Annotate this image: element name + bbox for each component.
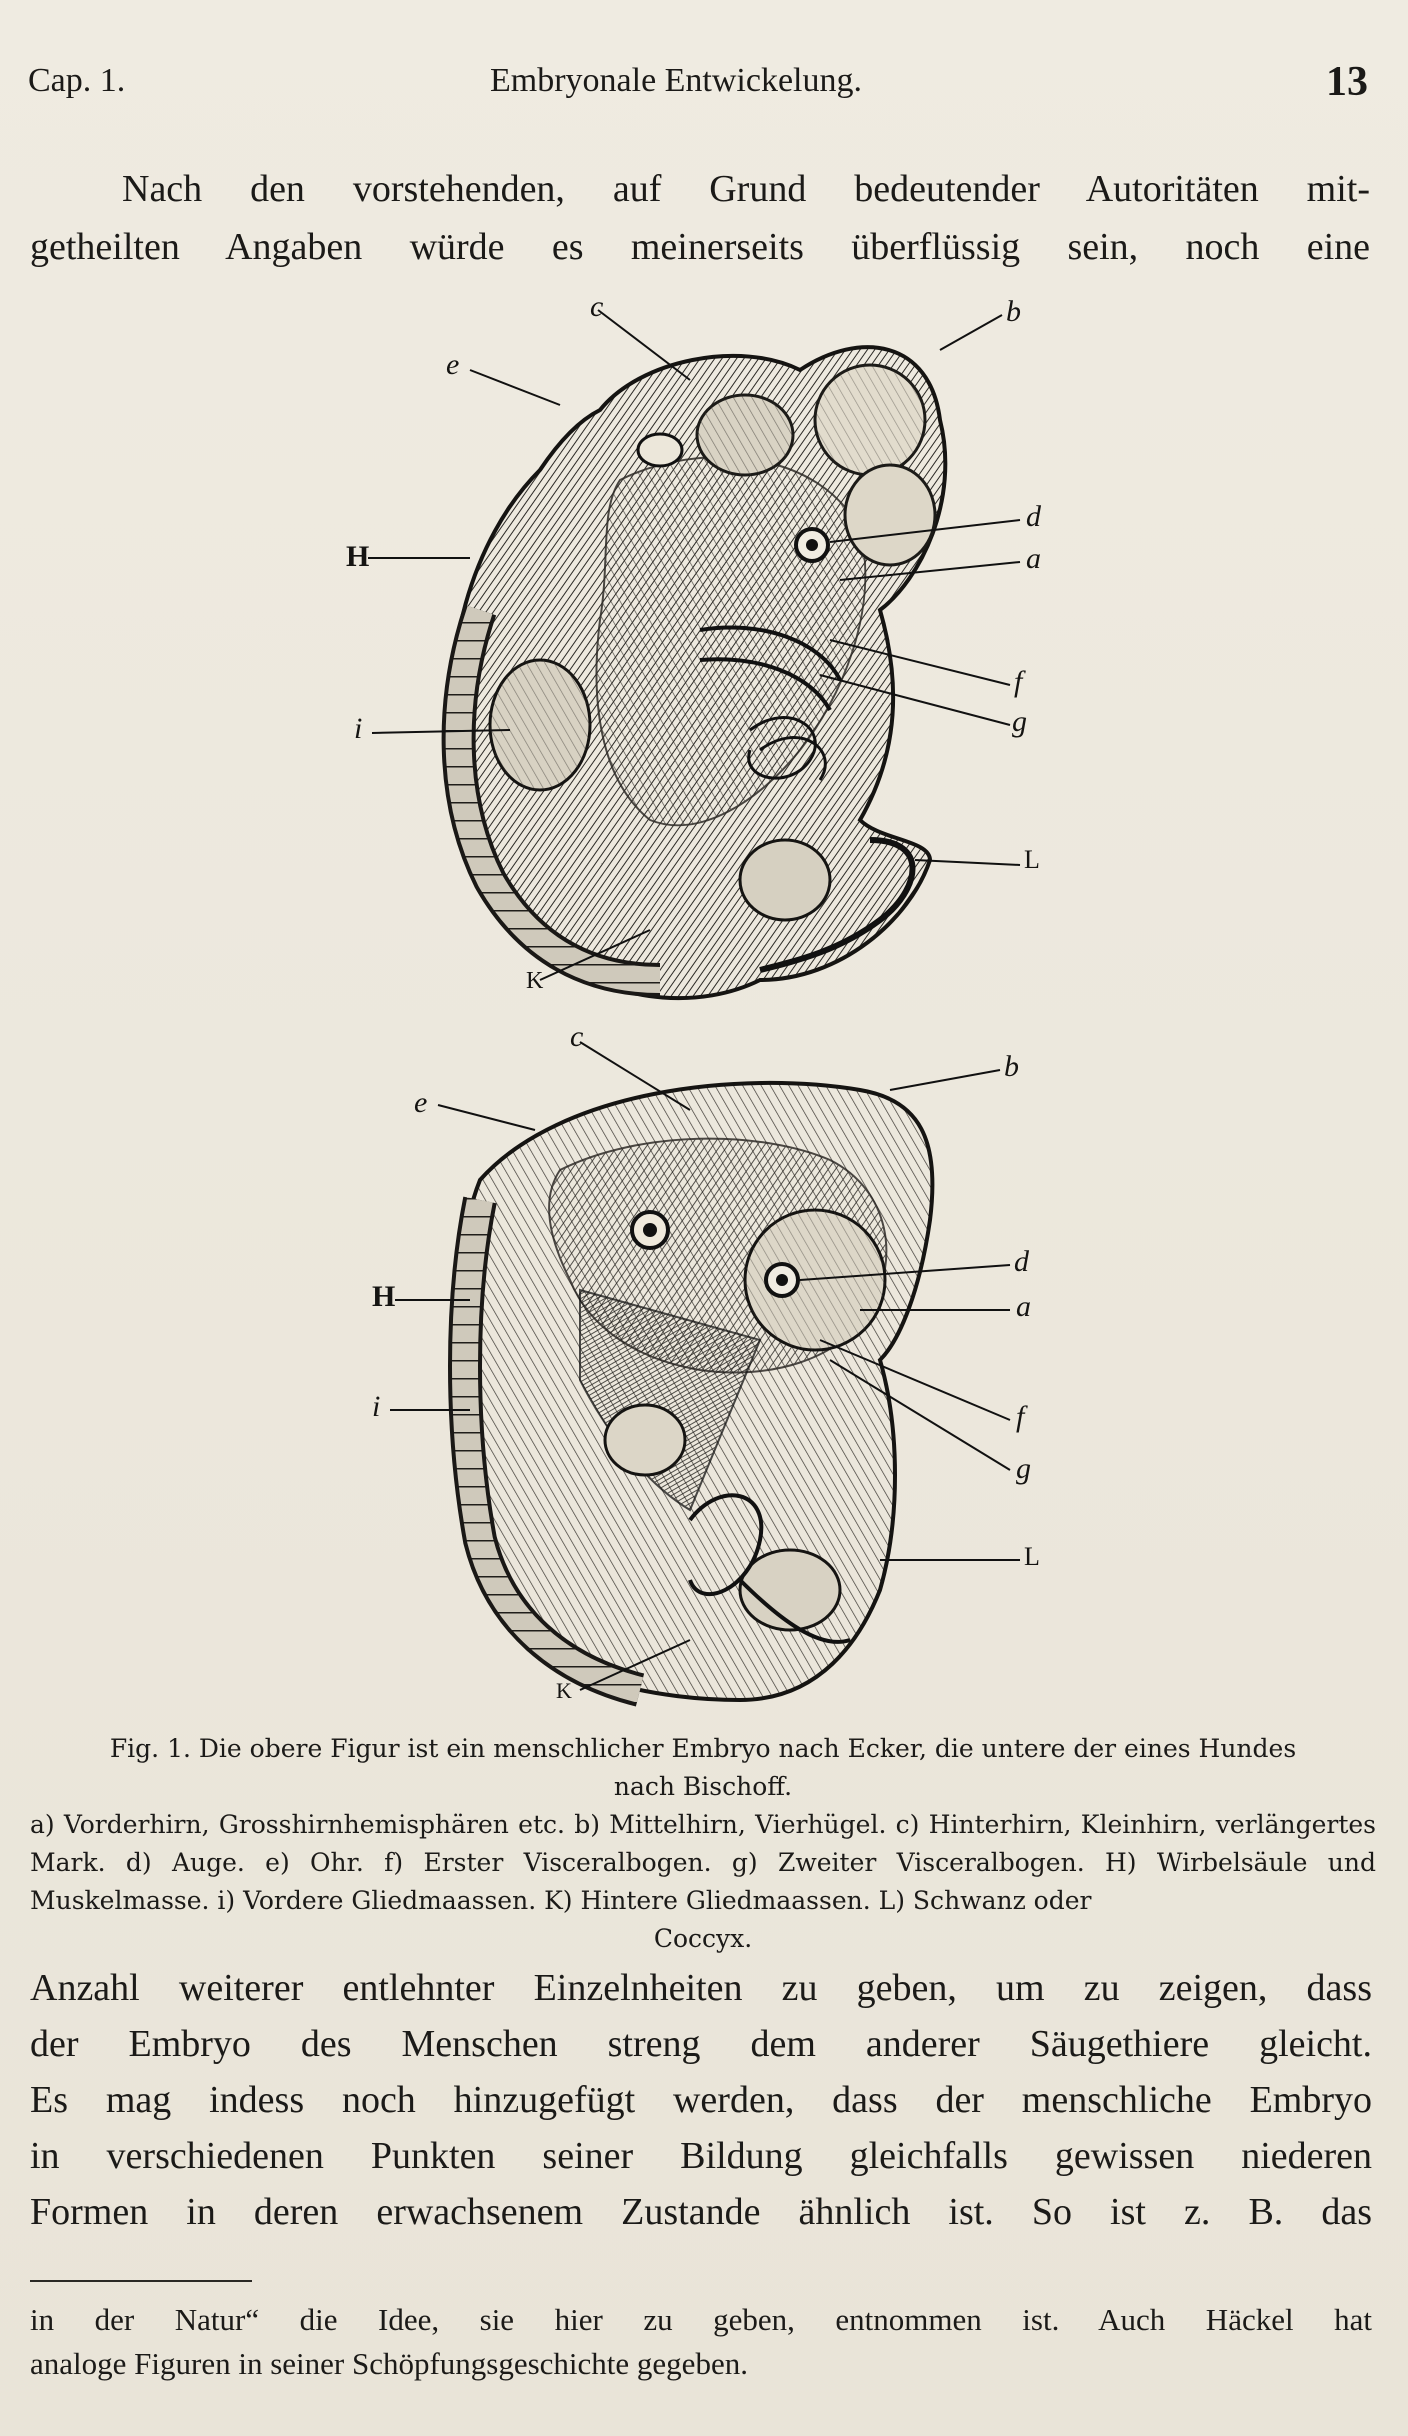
- lower-embryo: [390, 1042, 1020, 1700]
- chapter-label: Cap. 1.: [28, 62, 126, 99]
- upper-label-f: f: [1014, 665, 1023, 698]
- figure-caption: [30, 1730, 1376, 1958]
- continuation-line-2: der Embryo des Menschen streng dem anderer Säugethiere gleicht.: [30, 2023, 1372, 2065]
- upper-label-H: H: [346, 540, 370, 573]
- intro-line-2: getheilten Angaben würde es meinerseits überflüssig sein, noch eine: [30, 226, 1370, 268]
- upper-label-K: K: [526, 968, 544, 994]
- embryo-illustration: [0, 280, 1408, 1720]
- footnote: [30, 2298, 1372, 2386]
- lower-label-K: K: [556, 1678, 572, 1703]
- lower-label-g: g: [1016, 1452, 1031, 1485]
- continuation-line-4: in verschiedenen Punkten seiner Bildung gleichfalls gewissen niederen: [30, 2135, 1372, 2177]
- upper-label-a: a: [1026, 542, 1041, 575]
- intro-paragraph: [30, 160, 1370, 276]
- upper-label-e: e: [446, 348, 460, 381]
- upper-label-d: d: [1026, 500, 1041, 533]
- upper-label-g: g: [1012, 705, 1027, 738]
- caption-last: Coccyx.: [653, 1924, 753, 1953]
- lower-label-f: f: [1016, 1400, 1025, 1433]
- upper-label-b: b: [1006, 295, 1021, 328]
- lower-label-e: e: [414, 1086, 428, 1119]
- footnote-line-1: in der Natur“ die Idee, sie hier zu geben, entnommen ist. Auch Häckel hat: [30, 2302, 1372, 2337]
- caption-body: a) Vorderhirn, Grosshirnhemisphären etc. b) Mittelhirn, Vierhügel. c) Hinterhirn, Kleinhirn, verlängertes Mark. d) Auge. e) Ohr. f) Erster Visceralbogen. g) Zweiter Visceralbogen. H) Wirbelsäule und Muskelmasse. i) Vordere Gliedmaassen. K) Hintere Gliedmaassen. L) Schwanz oder: [30, 1810, 1376, 1915]
- footnote-line-2: analoge Figuren in seiner Schöpfungsgeschichte gegeben.: [30, 2346, 748, 2381]
- lower-label-a: a: [1016, 1290, 1031, 1323]
- upper-label-i: i: [354, 712, 363, 745]
- lower-label-H: H: [372, 1280, 396, 1313]
- continuation-paragraph: [30, 1960, 1372, 2240]
- upper-embryo: [368, 310, 1023, 998]
- continuation-line-5: Formen in deren erwachsenem Zustande ähnlich ist. So ist z. B. das: [30, 2191, 1372, 2233]
- upper-label-c: c: [590, 290, 604, 323]
- lower-label-b: b: [1004, 1050, 1019, 1083]
- caption-head: Fig. 1. Die obere Figur ist ein menschlicher Embryo nach Ecker, die untere der eines Hundes: [109, 1734, 1297, 1763]
- lower-label-d: d: [1014, 1245, 1029, 1278]
- running-title: Embryonale Entwickelung.: [490, 62, 863, 99]
- embryo-figure: [0, 280, 1408, 1720]
- intro-line-1: Nach den vorstehenden, auf Grund bedeutender Autoritäten mit-: [122, 168, 1370, 210]
- running-header: [28, 59, 1368, 112]
- caption-head-2: nach Bischoff.: [613, 1772, 793, 1801]
- lower-label-L: L: [1024, 1542, 1040, 1571]
- upper-label-L: L: [1024, 845, 1040, 874]
- lower-label-c: c: [570, 1020, 584, 1053]
- footnote-divider: [30, 2280, 252, 2282]
- continuation-line-3: Es mag indess noch hinzugefügt werden, dass der menschliche Embryo: [30, 2079, 1372, 2121]
- page-number: 13: [1326, 59, 1368, 105]
- lower-label-i: i: [372, 1390, 381, 1423]
- continuation-line-1: Anzahl weiterer entlehnter Einzelnheiten zu geben, um zu zeigen, dass: [30, 1967, 1372, 2009]
